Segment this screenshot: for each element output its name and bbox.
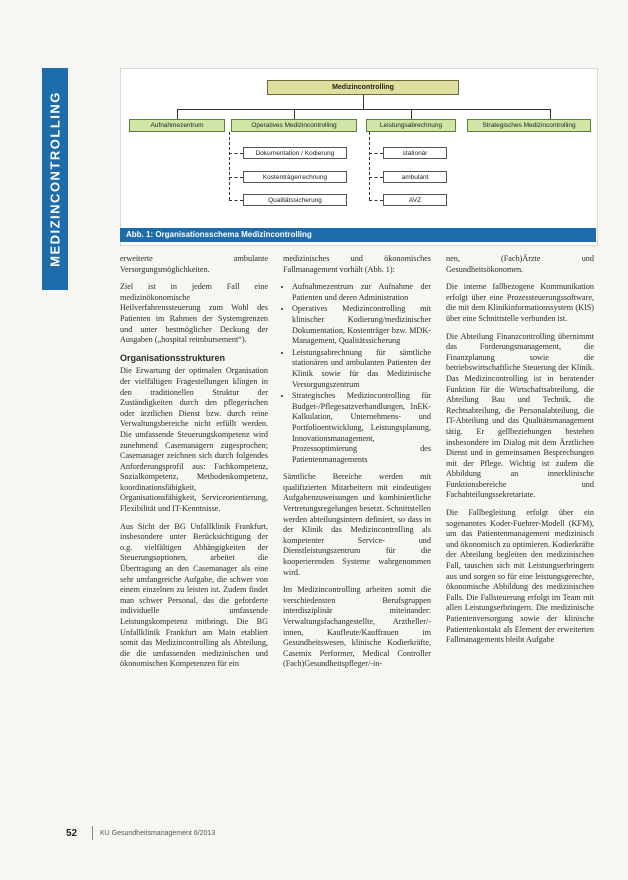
paragraph: erweiterte ambulante Versorgungsmöglichkeiten. [120,254,268,274]
paragraph: Die Abteilung Finanzcontrolling übernimmt das Forderungsmanagement, die Finanzplanung sowie die betriebswirtschaftliche Steuerung der Klinik. Das Medizincontrolling ist in beratender Funktion für die Wirtschaftsabteilung, die Abteilung Bau und Technik, die Rechtsabteilung, die Personalabteilung, die IT-Abteilung und das Qualitätsmanagement tätig. Er gellbeziehungen bestehen insbesondere im Dialog mit dem Ärztlichen Dienst und in gemeinsamen Besprechungen mit der Pflege. Wichtig ist zudem die Abbildung an innerklinische Funktionsbereiche und Fachabteilungssekretariate. [446,331,594,500]
org-node-qualitaetssicherung: Qualitätssicherung [243,194,347,206]
org-node-ambulant: ambulant [383,171,447,183]
text-column-3 [446,254,594,653]
org-node-aufnahmezentrum: Aufnahmezentrum [129,119,225,132]
bullet-list [283,282,431,465]
org-node-leistungsabrechnung: Leistungsabrechnung [366,119,456,132]
journal-name: KU Gesundheitsmanagement 6/2013 [100,830,216,837]
footer-divider [92,826,93,840]
paragraph: Die Fallbegleitung erfolgt über ein sogenanntes Koder-Fuehrer-Modell (KFM), um das Patientenmanagement medizinisch und ökonomisch zu optimieren. Kodierkräfte der Abteilung begleiten den medizinischen Fall, tauschen sich mit Leistungserbringern aus und sorgen so für eine leistungsgerechte, ökonomische Abbildung des medizinischen Falls. Die Fallsteuerung erfolgt im Team mit allen Leistungserbringern. Die medizinische Patientenversorgung sowie der klinische Patientenkontakt als Element der erweiterten Fallmanagements bleibt Aufgabe [446,508,594,645]
paragraph: Die Erwartung der optimalen Organisation der vielfältigen Fragestellungen klingen in den traditionellen Struktur der Zuständigkeiten durch den pflegerischen oder ärztlichen Dienst bzw. durch reine Verwaltungsbereiche nicht erfüllt werden. Die umfassende Steuerungskompetenz wird zunehmend Casemanagern zugesprochen; Casemanager zeichnen sich durch folgendes Anforderungsprofil aus: Fachkompetenz, Sozialkompetenz, Methodenkompetenz, koordinationsfähigkeit, Organisationsfähigkeit, Serviceorientierung, Flexibilität und IT-Kenntnisse. [120,366,268,514]
org-node-dokumentation-kodierung: Dokumentation / Kodierung [243,147,347,159]
org-node-stationaer: stationär [383,147,447,159]
list-item: • Aufnahmezentrum zur Aufnahme der Patienten und deren Administration [292,282,431,303]
paragraph: nen, (Fach)Ärzte und Gesundheitsökonomen. [446,254,594,274]
section-sidebar [42,68,68,290]
org-node-kostentraegerrechnung: Kostenträgerrechnung [243,171,347,183]
list-item: • Leistungsabrechnung für sämtliche stationären und ambulanten Patienten der Klinik sowie für das Medizinische Versorgungszentrum [292,348,431,390]
paragraph: Im Medizincontrolling arbeiten somit die verschiedensten Berufsgruppen interdisziplinär miteinander: Verwaltungsfachangestellte, Arztheller/-innen, Kaufleute/Kauffrauen im Gesundheitswesen, klinische Kodierkräfte, Casemix Performer, Medical Controller (Fach)Gesundheitspfleger/-in- [283,585,431,669]
list-item: • Strategisches Medizincontrolling für Budget-/Pflegesatzverhandlungen, InEK-Kalkulation, Unternehmens- und Portfolioentwicklung, Leistungsplanung, Innovationsmanagement, Prozessoptimierung des Patientenmanagements [292,391,431,465]
org-node-strategisches-medizincontrolling: Strategisches Medizincontrolling [467,119,591,132]
org-node-medizincontrolling: Medizincontrolling [267,80,459,95]
text-column-1 [120,254,268,677]
list-item: • Operatives Medizincontrolling mit klinischer Kodierung/medizinischer Dokumentation, Kostenträger bzw. MDK-Management, Qualitätssicherung [292,304,431,346]
org-chart [120,68,598,246]
org-node-avz: AVZ [383,194,447,206]
section-heading: Organisationsstrukturen [120,352,226,363]
paragraph: Die interne fallbezogene Kommunikation erfolgt über eine Prozessteuerungssoftware, die mit dem Klinikinformationssystem (KIS) über eine Schnittstelle verbunden ist. [446,282,594,323]
figure-caption: Abb. 1: Organisationsschema Medizincontrolling [120,228,596,242]
paragraph: Aus Sicht der BG Unfallklinik Frankfurt, insbesondere unter Berücksichtigung der o.g. vielfältigen Abhängigkeiten der Steuerungsoptionen, arbeitet die Übertragung an den Casemanager als eine sehr umfangreiche Aufgabe, die schwer von einem einzelnen zu leisten ist. Zudem findet man schwer Personal, das die geforderte individuelle umfassende Leistungskompetenz mitbringt. Die BG Unfallklinik Frankfurt am Main etabliert somit das Medizincontrolling als Abteilung, die die umfassenden medizinischen und ökonomischen Kompetenzen für ein [120,521,268,669]
paragraph: Ziel ist in jedem Fall eine medizinökonomische Heilverfahrenssteuerung zum Wohl des Patienten im Rahmen der Systemgrenzen und unter bestmöglicher Deckung der Ausgaben („hospital reimbursement“). [120,282,268,345]
paragraph: medizinisches und ökonomisches Fallmanagement vorhält (Abb. 1): [283,254,431,274]
org-node-operatives-medizincontrolling: Operatives Medizincontrolling [231,119,357,132]
paragraph: Sämtliche Bereiche werden mit qualifizierten Mitarbeitern mit eindeutigen Aufgabenzuweisungen und kombiniertliche Vertretungsregelungen besetzt. Schnittstellen werden abteilungsintern definiert, so dass in der Klinik das Medizincontrolling als kompetenter Service- und Dienstleistungszentrum für die kooperierenden Systeme wahrgenommen wird. [283,472,431,577]
page-number: 52 [66,828,78,839]
text-column-2 [283,254,431,677]
section-title: MEDIZINCONTROLLING [47,91,63,267]
